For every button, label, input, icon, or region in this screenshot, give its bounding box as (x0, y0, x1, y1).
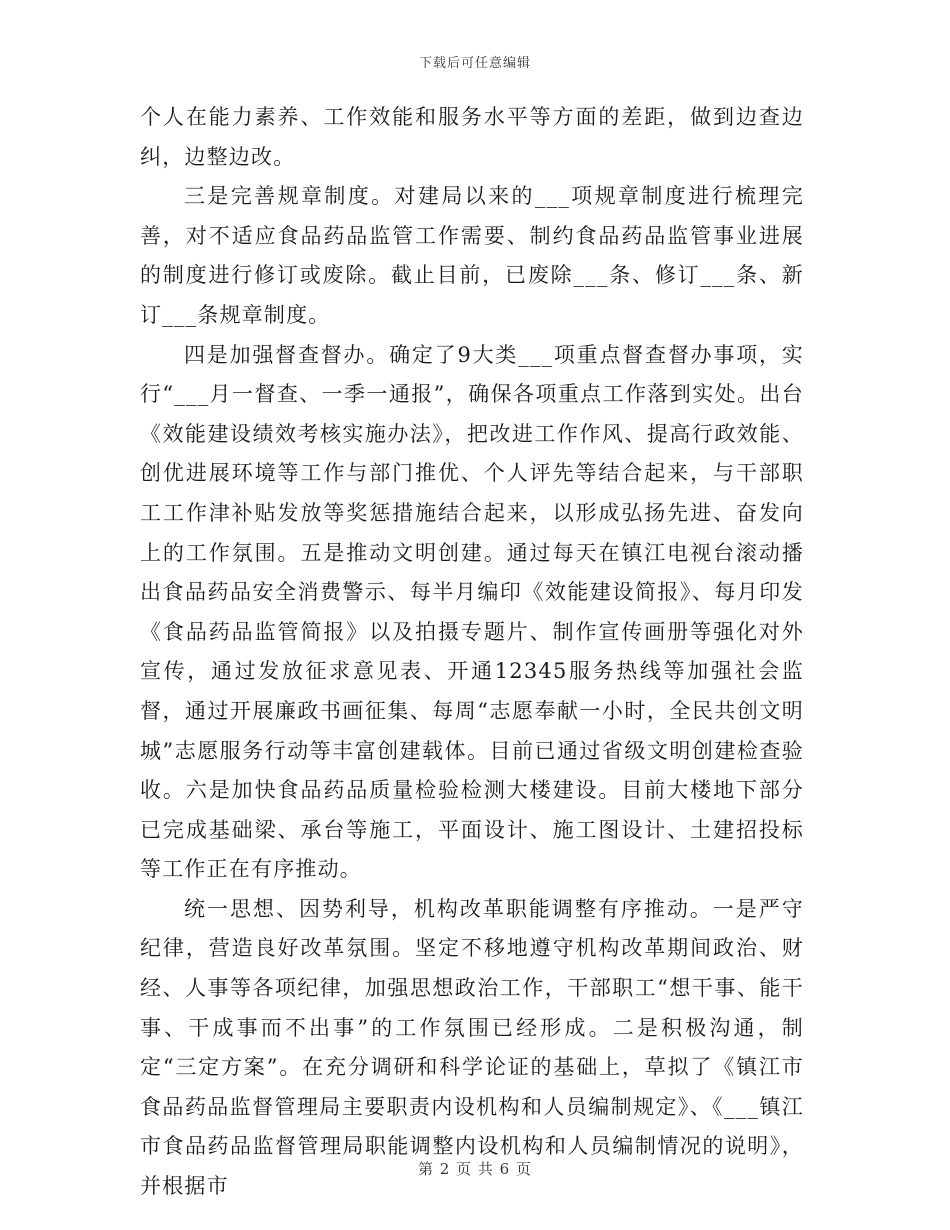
paragraph-reform: 统一思想、因势利导，机构改革职能调整有序推动。一是严守纪律，营造良好改革氛围。坚定不移地遵守机构改革期间政治、财经、人事等各项纪律，加强思想政治工作，干部职工“想干事、能干事、干成事而不出事”的工作氛围已经形成。二是积极沟通，制定“三定方案”。在充分调研和科学论证的基础上，草拟了《镇江市食品药品监督管理局主要职责内设机构和人员编制规定》、《___镇江市食品药品监督管理局职能调整内设机构和人员编制情况的说明》，并根据市 (140, 896, 804, 1199)
page-number: 第 2 页 共 6 页 (418, 1160, 532, 1178)
document-body (140, 98, 804, 1207)
paragraph-continued: 个人在能力素养、工作效能和服务水平等方面的差距，做到边查边纠，边整边改。 (140, 105, 804, 169)
paragraph-supervision: 四是加强督查督办。确定了9大类___项重点督查督办事项，实行“___月一督查、一季一通报”，确保各项重点工作落到实处。出台《效能建设绩效考核实施办法》，把改进工作作风、提高行政效能、创优进展环境等工作与部门推优、个人评先等结合起来，与干部职工工作津补贴发放等奖惩措施结合起来，以形成弘扬先进、奋发向上的工作氛围。五是推动文明创建。通过每天在镇江电视台滚动播出食品药品安全消费警示、每半月编印《效能建设简报》、每月印发《食品药品监管简报》以及拍摄专题片、制作宣传画册等强化对外宣传，通过发放征求意见表、开通12345服务热线等加强社会监督，通过开展廉政书画征集、每周“志愿奉献一小时，全民共创文明城”志愿服务行动等丰富创建载体。目前已通过省级文明创建检查验收。六是加快食品药品质量检验检测大楼建设。目前大楼地下部分已完成基础梁、承台等施工，平面设计、施工图设计、土建招投标等工作正在有序推动。 (140, 342, 804, 882)
page-header: 下载后可任意编辑 (418, 56, 531, 71)
paragraph-regulations: 三是完善规章制度。对建局以来的___项规章制度进行梳理完善，对不适应食品药品监管工作需要、制约食品药品监管事业进展的制度进行修订或废除。截止目前，已废除___条、修订___条、新订___条规章制度。 (140, 184, 804, 327)
